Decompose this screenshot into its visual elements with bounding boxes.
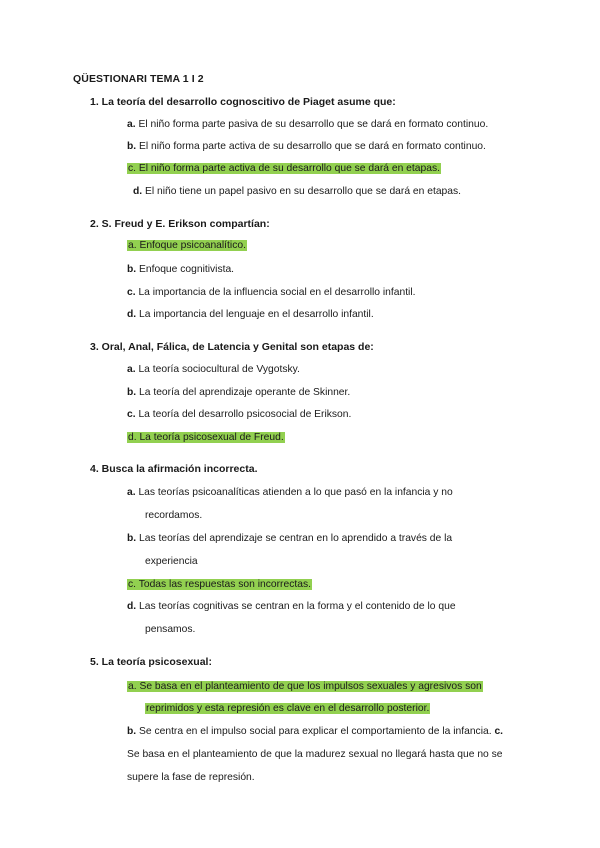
q3-option-b-text: La teoría del aprendizaje operante de Skinner. (136, 387, 351, 398)
q5-option-b-letter: b. (127, 726, 137, 737)
question-3: 3. Oral, Anal, Fálica, de Latencia y Genital son etapas de: (90, 341, 374, 353)
q3-option-c-text: La teoría del desarrollo psicosocial de Erikson. (135, 409, 352, 420)
q2-option-c-letter: c. (127, 287, 136, 298)
q2-option-d-text: La importancia del lenguaje en el desarrollo infantil. (136, 309, 374, 320)
q3-option-d (127, 431, 285, 445)
q3-option-d-letter: d. (128, 432, 137, 443)
q3-option-d-highlight (127, 432, 285, 443)
q1-option-b-text: El niño forma parte activa de su desarrollo que se dará en formato continuo. (136, 141, 486, 152)
question-4: 4. Busca la afirmación incorrecta. (90, 463, 258, 475)
q2-option-c-text: La importancia de la influencia social en el desarrollo infantil. (135, 287, 416, 298)
q2-option-a (127, 239, 247, 253)
q5-option-b (127, 725, 503, 739)
q3-option-b (127, 386, 350, 400)
q2-option-b (127, 263, 234, 277)
q2-option-c (127, 286, 416, 300)
q1-option-d (133, 185, 461, 199)
q2-option-d-letter: d. (127, 309, 137, 320)
q1-option-c-highlight (127, 163, 441, 174)
q4-option-a-letter: a. (127, 487, 136, 498)
q1-option-b-letter: b. (127, 141, 137, 152)
q2-option-b-text: Enfoque cognitivista. (136, 264, 235, 275)
q3-option-c (127, 408, 351, 422)
q1-option-a-text: El niño forma parte pasiva de su desarrollo que se dará en formato continuo. (135, 119, 489, 130)
q4-option-a (127, 486, 453, 500)
q2-option-b-letter: b. (127, 264, 137, 275)
q5-option-a-letter: a. (128, 681, 137, 692)
q1-option-c-letter: c. (128, 163, 137, 174)
q5-option-c-line3: supere la fase de represión. (127, 772, 255, 783)
q2-option-d (127, 308, 374, 322)
q4-option-c-letter: c. (128, 579, 137, 590)
q2-option-a-text: Enfoque psicoanalítico. (136, 240, 246, 251)
q3-option-a-text: La teoría sociocultural de Vygotsky. (135, 364, 300, 375)
q1-option-b (127, 140, 486, 154)
q5-option-b-text: Se centra en el impulso social para explicar el comportamiento de la infancia. (136, 726, 495, 737)
q1-option-a (127, 118, 488, 132)
q3-option-b-letter: b. (127, 387, 137, 398)
document-title: QÜESTIONARI TEMA 1 I 2 (73, 73, 204, 85)
q4-option-b-cont: experiencia (145, 556, 198, 567)
q3-option-a-letter: a. (127, 364, 136, 375)
q1-option-a-letter: a. (127, 119, 136, 130)
q4-option-a-text: Las teorías psicoanalíticas atienden a lo que pasó en la infancia y no (135, 487, 453, 498)
q5-option-a (127, 680, 483, 694)
q1-option-c (127, 162, 441, 176)
q5-option-c-letter: c. (494, 726, 504, 737)
q5-option-a-cont-highlight: reprimidos y esta represión es clave en el desarrollo posterior. (146, 703, 430, 714)
q4-option-d-cont: pensamos. (145, 624, 196, 635)
q4-option-d-text: Las teorías cognitivas se centran en la forma y el contenido de lo que (136, 601, 456, 612)
q5-option-a-cont (145, 702, 430, 716)
q3-option-d-text: La teoría psicosexual de Freud. (136, 432, 284, 443)
q4-option-d (127, 600, 456, 614)
q4-option-d-letter: d. (127, 601, 137, 612)
q4-option-b-text: Las teorías del aprendizaje se centran en lo aprendido a través de la (136, 533, 453, 544)
q4-option-b-letter: b. (127, 533, 137, 544)
q1-option-d-text: El niño tiene un papel pasivo en su desarrollo que se dará en etapas. (142, 186, 462, 197)
question-1: 1. La teoría del desarrollo cognoscitivo de Piaget asume que: (90, 96, 396, 108)
q4-option-c-highlight (127, 579, 312, 590)
q4-option-c-text: Todas las respuestas son incorrectas. (136, 579, 311, 590)
q3-option-a (127, 363, 300, 377)
q2-option-a-highlight (127, 240, 247, 251)
q1-option-c-text: El niño forma parte activa de su desarrollo que se dará en etapas. (136, 163, 440, 174)
q2-option-a-letter: a. (128, 240, 137, 251)
q4-option-c (127, 578, 312, 592)
question-5: 5. La teoría psicosexual: (90, 656, 212, 668)
q3-option-c-letter: c. (127, 409, 136, 420)
q4-option-b (127, 532, 452, 546)
q5-option-a-highlight (127, 681, 483, 692)
q4-option-a-cont: recordamos. (145, 510, 203, 521)
question-2: 2. S. Freud y E. Erikson compartían: (90, 218, 270, 230)
q5-option-a-text: Se basa en el planteamiento de que los impulsos sexuales y agresivos son (136, 681, 482, 692)
q1-option-d-letter: d. (133, 186, 143, 197)
q5-option-c-line2: Se basa en el planteamiento de que la madurez sexual no llegará hasta que no se (127, 749, 503, 760)
